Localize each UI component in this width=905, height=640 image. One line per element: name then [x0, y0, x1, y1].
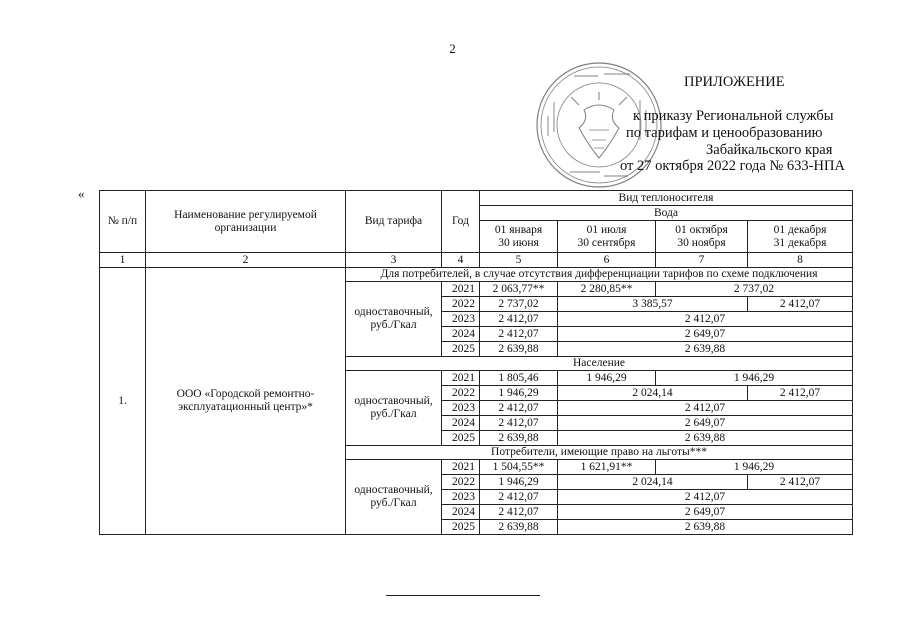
- value-jul-nov: 2 024,14: [558, 475, 748, 490]
- value-jan-jun: 1 946,29: [480, 475, 558, 490]
- column-number-4: 4: [442, 253, 480, 268]
- period-to: 30 сентября: [577, 236, 636, 249]
- table-body: [100, 268, 853, 535]
- value-jan-jun: 2 412,07: [480, 416, 558, 431]
- header-period-2: [558, 221, 656, 253]
- value-jan-jun: 2 412,07: [480, 327, 558, 342]
- appendix-ref-line-1: к приказу Региональной службы: [633, 108, 834, 124]
- value-jan-jun: 2 639,88: [480, 520, 558, 535]
- appendix-ref-line-3: Забайкальского края: [706, 142, 833, 158]
- value-jul-dec: 2 649,07: [558, 505, 853, 520]
- header-org: Наименование регулируемой организации: [146, 191, 346, 253]
- value-oct-dec: 1 946,29: [656, 460, 853, 475]
- value-jan-jun: 2 737,02: [480, 297, 558, 312]
- page-number: 2: [449, 41, 456, 56]
- year-cell: 2022: [442, 297, 480, 312]
- value-jan-jun: 2 412,07: [480, 401, 558, 416]
- value-jan-jun: 2 063,77**: [480, 282, 558, 297]
- header-num: № п/п: [100, 191, 146, 253]
- opening-quote-mark: «: [78, 186, 85, 201]
- organization-name: ООО «Городской ремонтно-эксплуатационный центр»*: [146, 268, 346, 535]
- value-jul-dec: 2 639,88: [558, 431, 853, 446]
- year-cell: 2023: [442, 401, 480, 416]
- year-cell: 2022: [442, 386, 480, 401]
- period-to: 31 декабря: [773, 236, 827, 249]
- value-jul-nov: 2 024,14: [558, 386, 748, 401]
- year-cell: 2025: [442, 431, 480, 446]
- tariff-type: одноставочный, руб./Гкал: [346, 371, 442, 446]
- tariff-table: [99, 190, 853, 535]
- appendix-ref-line-4: от 27 октября 2022 года № 633-НПА: [620, 158, 845, 174]
- column-number-1: 1: [100, 253, 146, 268]
- column-number-3: 3: [346, 253, 442, 268]
- value-oct-dec: 2 737,02: [656, 282, 853, 297]
- period-from: 01 декабря: [773, 223, 827, 236]
- column-number-5: 5: [480, 253, 558, 268]
- header-year: Год: [442, 191, 480, 253]
- table-header: [100, 191, 853, 268]
- year-cell: 2024: [442, 327, 480, 342]
- value-jan-jun: 2 412,07: [480, 505, 558, 520]
- year-cell: 2025: [442, 520, 480, 535]
- value-jul-sep: 2 280,85**: [558, 282, 656, 297]
- tariff-type: одноставочный, руб./Гкал: [346, 282, 442, 357]
- value-jul-dec: 2 412,07: [558, 312, 853, 327]
- column-number-6: 6: [558, 253, 656, 268]
- header-tariff-type: Вид тарифа: [346, 191, 442, 253]
- year-cell: 2025: [442, 342, 480, 357]
- year-cell: 2021: [442, 460, 480, 475]
- group-title: Население: [346, 357, 853, 371]
- value-jul-dec: 2 412,07: [558, 401, 853, 416]
- value-jan-jun: 1 805,46: [480, 371, 558, 386]
- group-title-row: [100, 268, 853, 282]
- value-jan-jun: 2 639,88: [480, 431, 558, 446]
- value-jul-dec: 2 639,88: [558, 342, 853, 357]
- year-cell: 2023: [442, 312, 480, 327]
- value-jan-jun: 1 504,55**: [480, 460, 558, 475]
- group-title: Потребители, имеющие право на льготы***: [346, 446, 853, 460]
- value-jan-jun: 1 946,29: [480, 386, 558, 401]
- header-period-3: [656, 221, 748, 253]
- value-jul-dec: 2 639,88: [558, 520, 853, 535]
- row-number: 1.: [100, 268, 146, 535]
- footnote-separator: [386, 595, 540, 596]
- value-jul-dec: 2 649,07: [558, 327, 853, 342]
- value-dec: 2 412,07: [748, 475, 853, 490]
- value-jul-sep: 1 621,91**: [558, 460, 656, 475]
- column-number-7: 7: [656, 253, 748, 268]
- year-cell: 2023: [442, 490, 480, 505]
- period-from: 01 октября: [675, 223, 728, 236]
- value-dec: 2 412,07: [748, 297, 853, 312]
- value-dec: 2 412,07: [748, 386, 853, 401]
- year-cell: 2024: [442, 416, 480, 431]
- value-jul-sep: 1 946,29: [558, 371, 656, 386]
- value-jul-dec: 2 412,07: [558, 490, 853, 505]
- tariff-type: одноставочный, руб./Гкал: [346, 460, 442, 535]
- period-from: 01 января: [494, 223, 543, 236]
- value-jan-jun: 2 639,88: [480, 342, 558, 357]
- year-cell: 2021: [442, 282, 480, 297]
- value-jul-dec: 2 649,07: [558, 416, 853, 431]
- value-jan-jun: 2 412,07: [480, 490, 558, 505]
- header-carrier: Вид теплоносителя: [480, 191, 853, 206]
- year-cell: 2022: [442, 475, 480, 490]
- value-jan-jun: 2 412,07: [480, 312, 558, 327]
- period-to: 30 ноября: [677, 236, 726, 249]
- column-number-2: 2: [146, 253, 346, 268]
- appendix-title: ПРИЛОЖЕНИЕ: [684, 74, 785, 90]
- period-from: 01 июля: [586, 223, 627, 236]
- value-jul-nov: 3 385,57: [558, 297, 748, 312]
- year-cell: 2021: [442, 371, 480, 386]
- group-title: Для потребителей, в случае отсутствия дифференциации тарифов по схеме подключения: [346, 268, 853, 282]
- value-oct-dec: 1 946,29: [656, 371, 853, 386]
- year-cell: 2024: [442, 505, 480, 520]
- header-period-4: [748, 221, 853, 253]
- period-to: 30 июня: [498, 236, 539, 249]
- header-period-1: [480, 221, 558, 253]
- column-number-8: 8: [748, 253, 853, 268]
- header-water: Вода: [480, 206, 853, 221]
- appendix-ref-line-2: по тарифам и ценообразованию: [626, 125, 823, 141]
